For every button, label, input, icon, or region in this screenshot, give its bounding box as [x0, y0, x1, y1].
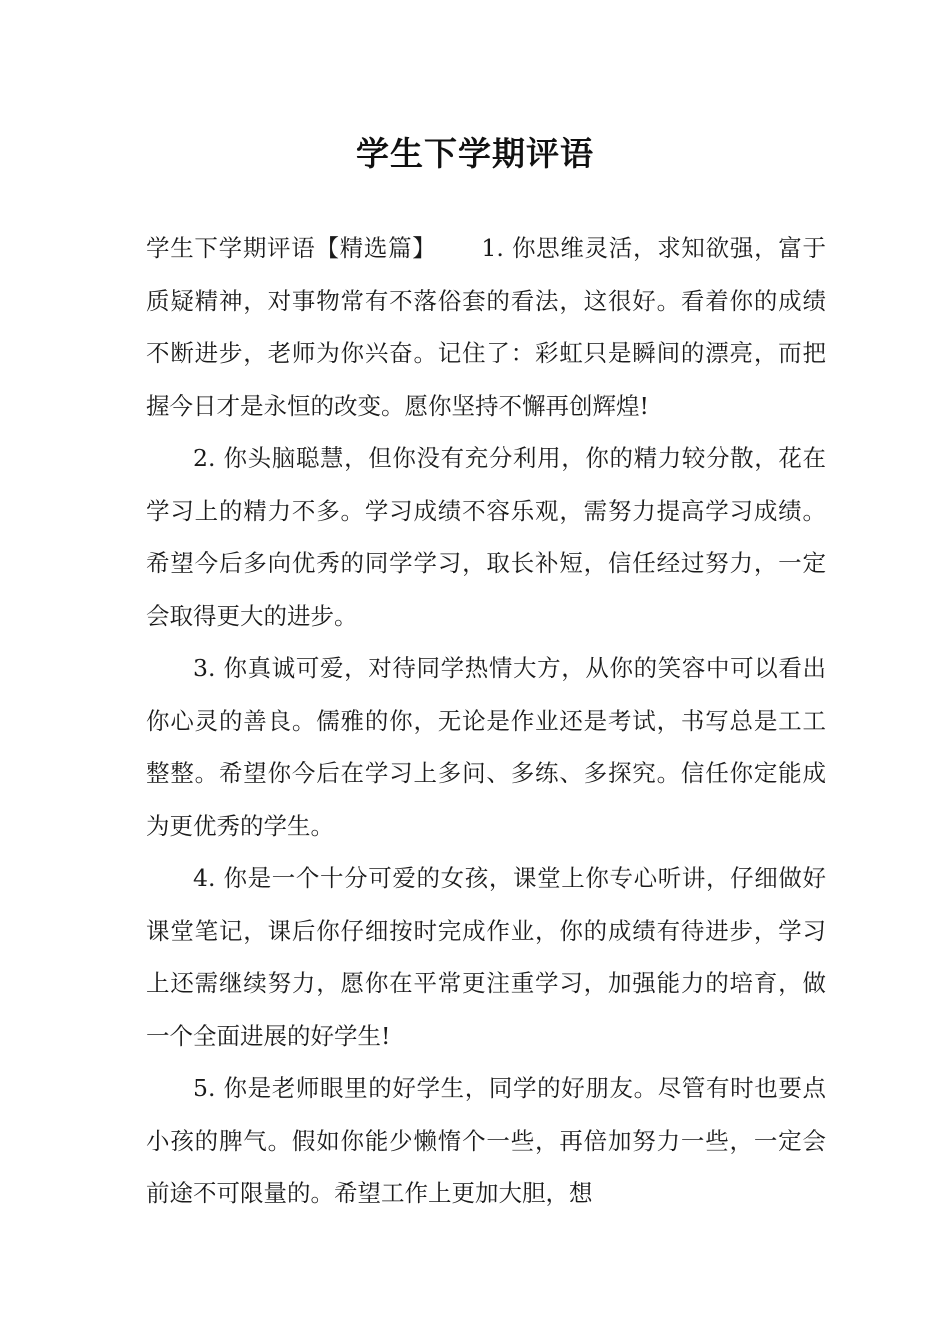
- paragraph-3: 3. 你真诚可爱，对待同学热情大方，从你的笑容中可以看出你心灵的善良。儒雅的你，无论是作业还是考试，书写总是工工整整。希望你今后在学习上多问、多练、多探究。信任你定能成为更优秀的学生。: [146, 654, 826, 840]
- document-title: 学生下学期评语: [356, 134, 594, 173]
- document-body: [146, 222, 826, 1220]
- paragraph-intro-1: 学生下学期评语【精选篇】 1. 你思维灵活，求知欲强，富于质疑精神，对事物常有不落俗套的看法，这很好。看着你的成绩不断进步，老师为你兴奋。记住了：彩虹只是瞬间的漂亮，而把握今日才是永恒的改变。愿你坚持不懈再创辉煌!: [146, 234, 826, 420]
- paragraph-2: 2. 你头脑聪慧，但你没有充分利用，你的精力较分散，花在学习上的精力不多。学习成绩不容乐观，需努力提高学习成绩。希望今后多向优秀的同学学习，取长补短，信任经过努力，一定会取得更大的进步。: [146, 444, 826, 630]
- paragraph-5: 5. 你是老师眼里的好学生，同学的好朋友。尽管有时也要点小孩的脾气。假如你能少懒惰个一些，再倍加努力一些，一定会前途不可限量的。希望工作上更加大胆，想: [146, 1074, 826, 1207]
- paragraph-4: 4. 你是一个十分可爱的女孩，课堂上你专心听讲，仔细做好课堂笔记，课后你仔细按时完成作业，你的成绩有待进步，学习上还需继续努力，愿你在平常更注重学习，加强能力的培育，做一个全面进展的好学生!: [146, 864, 826, 1050]
